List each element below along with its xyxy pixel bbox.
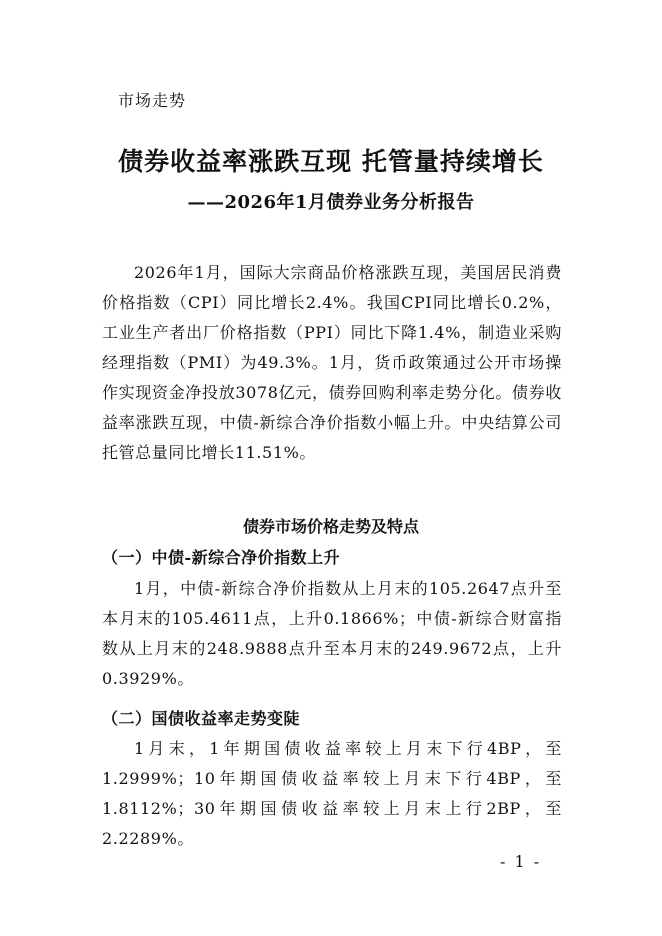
subsection-paragraph-1: 1月，中债-新综合净价指数从上月末的105.2647点升至本月末的105.4611点，上升0.1866%；中债-新综合财富指数从上月末的248.9888点升至本月末的249.9672点，上升0.3929%。 — [102, 579, 562, 688]
subsection-paragraph-2: 1月末，1年期国债收益率较上月末下行4BP，至1.2999%；10年期国债收益率较上月末下行4BP，至1.8112%；30年期国债收益率较上月末上行2BP，至2.2289%。 — [102, 739, 562, 848]
section-tag: 市场走势 — [118, 91, 187, 110]
document-title: 债券收益率涨跌互现 托管量持续增长 — [118, 147, 544, 176]
section-heading: 债券市场价格走势及特点 — [242, 517, 419, 536]
subsection-heading-2: （二）国债收益率走势变陡 — [102, 709, 301, 728]
subsection-heading-1: （一）中债-新综合净价指数上升 — [102, 548, 341, 567]
intro-paragraph: 2026年1月，国际大宗商品价格涨跌互现，美国居民消费价格指数（CPI）同比增长2.4%。我国CPI同比增长0.2%，工业生产者出厂价格指数（PPI）同比下降1.4%，制造业采购经理指数（PMI）为49.3%。1月，货币政策通过公开市场操作实现资金净投放3078亿元，债券回购利率走势分化。债券收益率涨跌互现，中债-新综合净价指数小幅上升。中央结算公司托管总量同比增长11.51%。 — [102, 263, 562, 462]
document-subtitle: ——2026年1月债券业务分析报告 — [187, 192, 475, 213]
page-number: - 1 - — [500, 852, 542, 871]
